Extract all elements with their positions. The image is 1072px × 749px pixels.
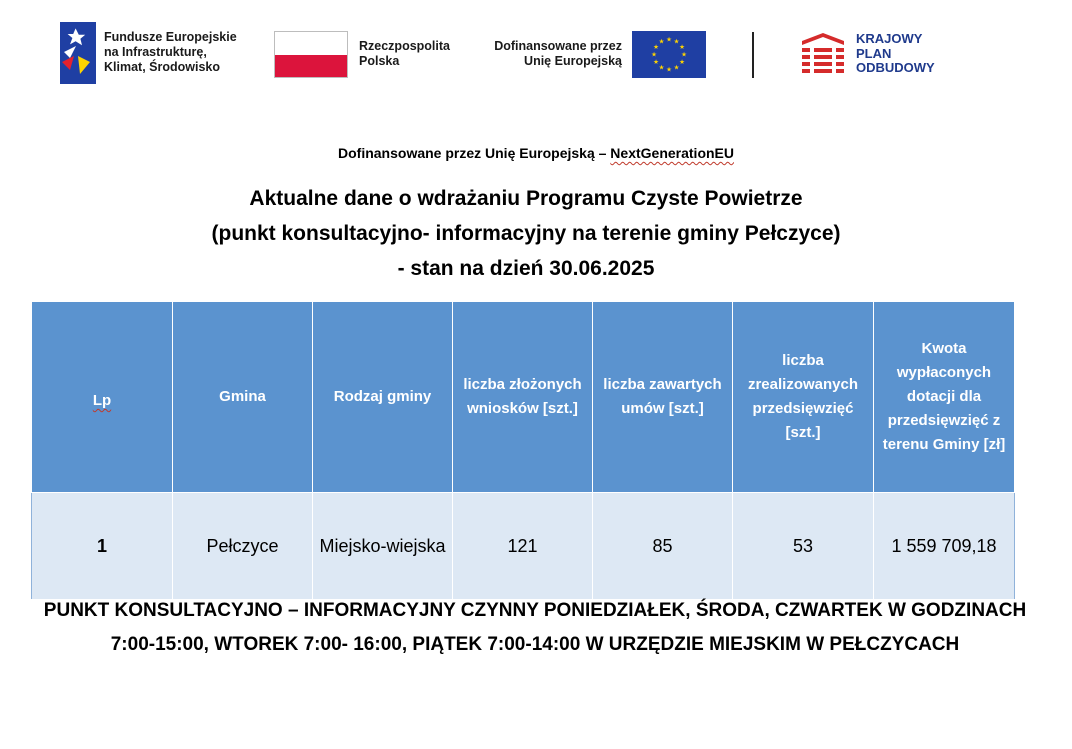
eu-line-2: Unię Europejską (524, 54, 622, 68)
header-liczba-przedsiewziec: liczba zrealizowanych przedsięwzięć [szt.] (733, 302, 874, 493)
polish-flag-icon (274, 31, 348, 78)
cell-gmina: Pełczyce (173, 493, 313, 600)
eu-star-icon: ★ (666, 66, 672, 74)
opening-hours-note: PUNKT KONSULTACYJNO – INFORMACYJNY CZYNNY PONIEDZIAŁEK, ŚRODA, CZWARTEK W GODZINACH 7:00-15:00, WTOREK 7:00- 16:00, PIĄTEK 7:00-14:00 W URZĘDZIE MIEJSKIM W PEŁCZYCACH (43, 600, 1027, 655)
cofinance-line (0, 145, 1072, 161)
kpo-line-1: KRAJOWY (856, 31, 923, 46)
header-gmina: Gmina (173, 302, 313, 493)
pl-line-2: Polska (359, 54, 400, 68)
eu-star-icon: ★ (658, 64, 665, 72)
cell-lp: 1 (32, 493, 173, 600)
kpo-line-2: PLAN (856, 45, 892, 61)
title-line-1: Aktualne dane o wdrażaniu Programu Czyste Powietrze (249, 187, 803, 210)
eu-star-icon: ★ (681, 51, 687, 59)
cell-kwota-dotacji: 1 559 709,18 (874, 493, 1015, 600)
eu-star-icon: ★ (653, 44, 659, 52)
logo-strip (0, 0, 1072, 110)
eu-star-icon: ★ (673, 38, 680, 46)
cell-liczba-wnioskow: 121 (453, 493, 593, 600)
eu-star-icon: ★ (666, 36, 672, 44)
eu-star-icon: ★ (651, 51, 657, 59)
data-table (31, 301, 1015, 600)
eu-star-icon: ★ (658, 38, 665, 46)
cell-liczba-przedsiewziec: 53 (733, 493, 874, 600)
fundusze-europejskie-text (104, 30, 237, 75)
page-title (0, 181, 1052, 286)
eu-star-icon: ★ (653, 59, 659, 67)
fe-line-1: Fundusze Europejskie (104, 30, 237, 44)
cell-liczba-umow: 85 (593, 493, 733, 600)
table-row (32, 493, 1015, 600)
header-lp: Lp (32, 302, 173, 493)
eu-cofinance-text (486, 39, 622, 69)
header-liczba-umow: liczba zawartych umów [szt.] (593, 302, 733, 493)
kpo-line-3: ODBUDOWY (856, 60, 935, 75)
cell-rodzaj-gminy: Miejsko-wiejska (313, 493, 453, 600)
fe-line-3: Klimat, Środowisko (104, 60, 220, 74)
logo-divider (752, 32, 754, 78)
pl-line-1: Rzeczpospolita (359, 39, 450, 53)
cofinance-prefix: Dofinansowane przez Unię Europejską – (338, 145, 611, 161)
eu-flag-icon (632, 31, 706, 78)
eu-star-icon: ★ (679, 44, 685, 52)
title-line-2: (punkt konsultacyjno- informacyjny na terenie gminy Pełczyce) (211, 222, 841, 245)
eu-star-icon: ★ (679, 59, 685, 67)
eu-star-icon: ★ (673, 64, 680, 72)
krajowy-plan-odbudowy-logo-icon (800, 31, 846, 77)
header-rodzaj-gminy: Rodzaj gminy (313, 302, 453, 493)
eu-line-1: Dofinansowane przez (494, 39, 622, 53)
fundusze-europejskie-logo-icon (60, 22, 96, 84)
header-liczba-wnioskow: liczba złożonych wniosków [szt.] (453, 302, 593, 493)
header-kwota-dotacji: Kwota wypłaconych dotacji dla przedsięwzięć z terenu Gminy [zł] (874, 302, 1015, 493)
cofinance-program: NextGenerationEU (610, 145, 734, 161)
table-header-row (32, 302, 1015, 493)
kpo-text (856, 32, 935, 76)
fe-line-2: na Infrastrukturę, (104, 45, 207, 59)
rzeczpospolita-text (359, 39, 450, 69)
title-line-3: - stan na dzień 30.06.2025 (397, 257, 655, 280)
